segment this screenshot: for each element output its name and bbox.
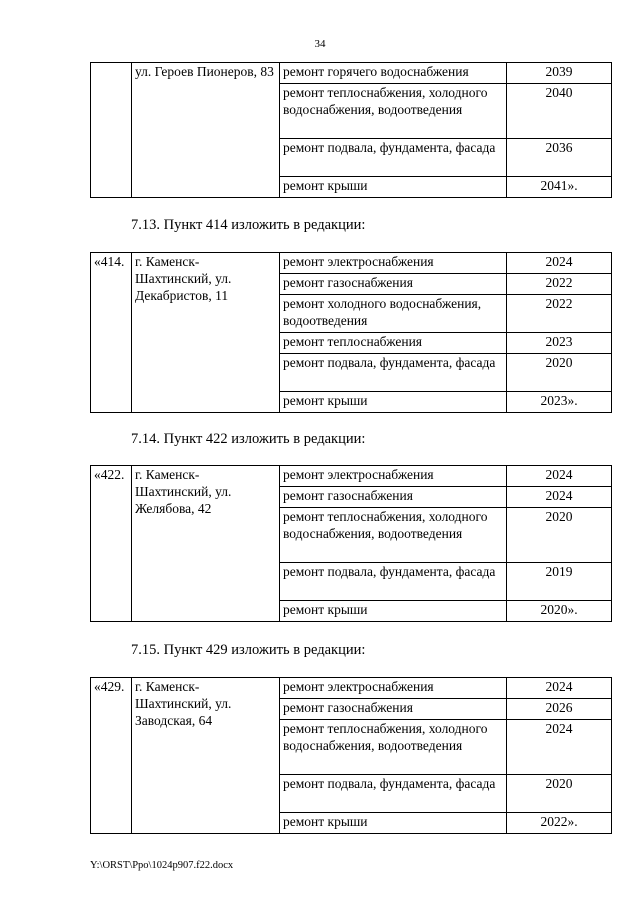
work-cell: ремонт подвала, фундамента, фасада [280, 354, 507, 392]
work-cell: ремонт крыши [280, 601, 507, 622]
year-cell: 2020 [507, 508, 612, 563]
year-cell: 2024 [507, 466, 612, 487]
year-cell: 2019 [507, 563, 612, 601]
work-cell: ремонт электроснабжения [280, 466, 507, 487]
page-number: 34 [314, 38, 326, 50]
work-cell: ремонт крыши [280, 392, 507, 413]
work-cell: ремонт холодного водоснабжения, водоотведения [280, 295, 507, 333]
file-path-footer: Y:\ORST\Ppo\1024p907.f22.docx [90, 860, 234, 871]
table-row [91, 466, 612, 487]
work-cell: ремонт газоснабжения [280, 487, 507, 508]
table-section-1 [90, 252, 612, 413]
year-cell: 2036 [507, 139, 612, 177]
table-section-3 [90, 677, 612, 834]
work-cell: ремонт крыши [280, 177, 507, 198]
year-cell: 2024 [507, 253, 612, 274]
year-cell: 2022». [507, 813, 612, 834]
works-table [90, 62, 612, 198]
work-cell: ремонт горячего водоснабжения [280, 63, 507, 84]
item-address: г. Каменск-Шахтинский, ул. Заводская, 64 [132, 678, 280, 834]
year-cell: 2022 [507, 295, 612, 333]
year-cell: 2040 [507, 84, 612, 139]
item-address: ул. Героев Пионеров, 83 [132, 63, 280, 198]
works-table [90, 677, 612, 834]
year-cell: 2023 [507, 333, 612, 354]
works-table [90, 465, 612, 622]
item-address: г. Каменск-Шахтинский, ул. Декабристов, 11 [132, 253, 280, 413]
year-cell: 2041». [507, 177, 612, 198]
year-cell: 2024 [507, 720, 612, 775]
section-heading: 7.13. Пункт 414 изложить в редакции: [131, 217, 366, 233]
work-cell: ремонт газоснабжения [280, 274, 507, 295]
section-heading: 7.14. Пункт 422 изложить в редакции: [131, 431, 366, 447]
work-cell: ремонт теплоснабжения, холодного водоснабжения, водоотведения [280, 508, 507, 563]
table-row [91, 678, 612, 699]
work-cell: ремонт подвала, фундамента, фасада [280, 563, 507, 601]
year-cell: 2023». [507, 392, 612, 413]
table-section-0 [90, 62, 612, 198]
table-section-2 [90, 465, 612, 622]
work-cell: ремонт подвала, фундамента, фасада [280, 775, 507, 813]
year-cell: 2022 [507, 274, 612, 295]
work-cell: ремонт крыши [280, 813, 507, 834]
year-cell: 2020». [507, 601, 612, 622]
item-number: «429. [91, 678, 132, 834]
section-heading: 7.15. Пункт 429 изложить в редакции: [131, 642, 366, 658]
year-cell: 2020 [507, 354, 612, 392]
year-cell: 2020 [507, 775, 612, 813]
work-cell: ремонт электроснабжения [280, 678, 507, 699]
item-number: «422. [91, 466, 132, 622]
year-cell: 2024 [507, 487, 612, 508]
work-cell: ремонт подвала, фундамента, фасада [280, 139, 507, 177]
year-cell: 2024 [507, 678, 612, 699]
works-table [90, 252, 612, 413]
table-row [91, 253, 612, 274]
item-number [91, 63, 132, 198]
work-cell: ремонт теплоснабжения [280, 333, 507, 354]
work-cell: ремонт электроснабжения [280, 253, 507, 274]
work-cell: ремонт теплоснабжения, холодного водоснабжения, водоотведения [280, 84, 507, 139]
table-row [91, 63, 612, 84]
year-cell: 2039 [507, 63, 612, 84]
year-cell: 2026 [507, 699, 612, 720]
item-number: «414. [91, 253, 132, 413]
work-cell: ремонт газоснабжения [280, 699, 507, 720]
item-address: г. Каменск-Шахтинский, ул. Желябова, 42 [132, 466, 280, 622]
work-cell: ремонт теплоснабжения, холодного водоснабжения, водоотведения [280, 720, 507, 775]
